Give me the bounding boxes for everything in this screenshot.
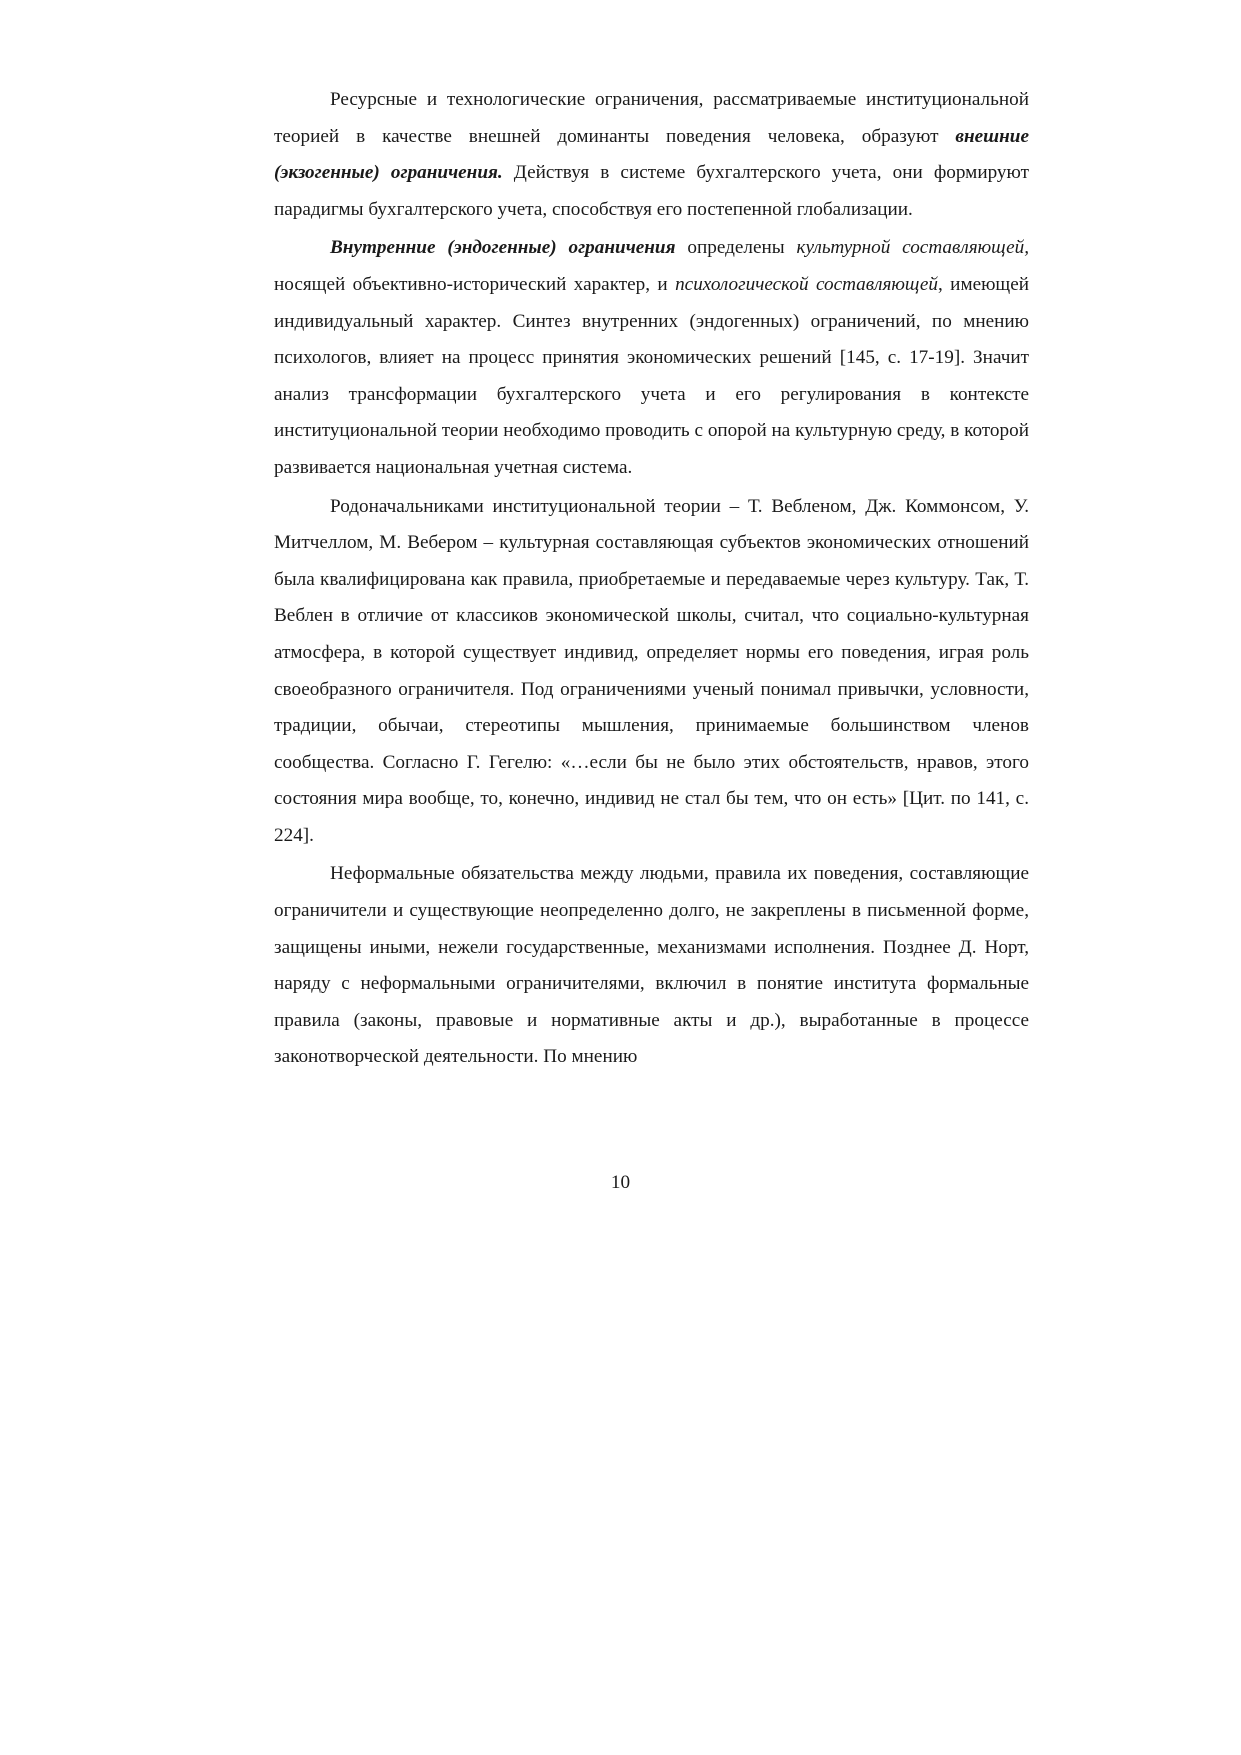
text-segment: Ресурсные и технологические ограничения, рассматриваемые институциональной теорией в качестве внешней доминанты поведения человека, образуют [274,89,1029,147]
paragraph-2 [274,230,1029,486]
text-segment: определены [675,237,797,259]
paragraph-4 [274,856,1029,1076]
paragraph-1 [274,82,1029,228]
text-segment: Неформальные обязательства между людьми, правила их поведения, составляющие ограничители и существующие неопределенно долго, не закреплены в письменной форме, защищены иными, нежели государственные, механизмами исполнения. Позднее Д. Норт, наряду с неформальными ограничителями, включил в понятие института формальные правила (законы, правовые и нормативные акты и др.), выработанные в процессе законотворческой деятельности. По мнению [274,863,1029,1068]
term-cultural-component: культурной составляющей, [796,237,1030,259]
text-segment: носящей объективно-исторический характер, и [274,273,676,295]
text-segment: , имеющей индивидуальный характер. Синтез внутренних (эндогенных) ограничений, по мнению психологов, влияет на процесс принятия экономических решений [145, с. 17-19]. Значит анализ трансформации бухгалтерского учета и его регулирования в контексте институциональной теории необходимо проводить с опорой на культурную среду, в которой развивается национальная учетная система. [274,273,1029,478]
page-number: 10 [610,1172,631,1193]
text-segment: Родоначальниками институциональной теории – Т. Вебленом, Дж. Коммонсом, У. Митчеллом, М. Вебером – культурная составляющая субъектов экономических отношений была квалифицирована как правила, приобретаемые и передаваемые через культуру. Так, Т. Веблен в отличие от классиков экономической школы, считал, что социально-культурная атмосфера, в которой существует индивид, определяет нормы его поведения, играя роль своеобразного ограничителя. Под ограничениями ученый понимал привычки, условности, традиции, обычаи, стереотипы мышления, принимаемые большинством членов сообщества. Согласно Г. Гегелю: «…если бы не было этих обстоятельств, нравов, этого состояния мира вообще, то, конечно, индивид не стал бы тем, что он есть» [Цит. по 141, с. 224]. [274,495,1029,846]
document-body [274,82,1029,1078]
paragraph-3 [274,489,1029,855]
term-internal-constraints: Внутренние (эндогенные) ограничения [330,237,676,259]
term-external-constraints: внешние (экзогенные) ограничения. [274,125,1029,184]
term-psychological-component: психологической составляющей [675,273,938,295]
text-segment: Действуя в системе бухгалтерского учета, они формируют парадигмы бухгалтерского учета, способствуя его постепенной глобализации. [274,162,1029,220]
